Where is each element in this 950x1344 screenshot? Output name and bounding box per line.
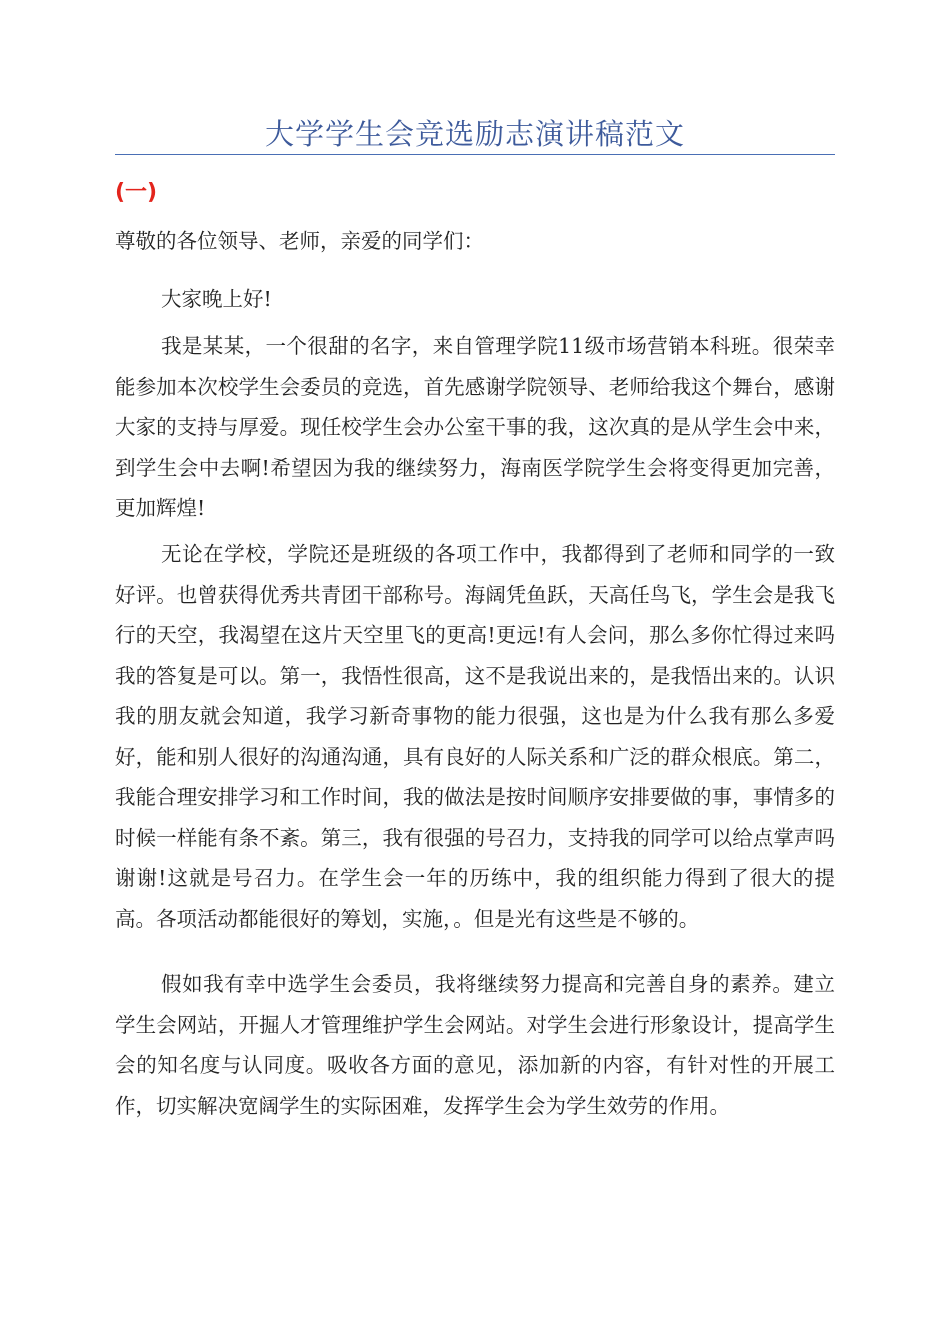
paragraph: 我是某某，一个很甜的名字，来自管理学院11级市场营销本科班。很荣幸能参加本次校学生会委员的竞选，首先感谢学院领导、老师给我这个舞台，感谢大家的支持与厚爱。现任校学生会办公室干事的我，这次真的是从学生会中来，到学生会中去啊!希望因为我的继续努力，海南医学院学生会将变得更加完善，更加辉煌!	[115, 334, 835, 520]
paragraph: 假如我有幸中选学生会委员，我将继续努力提高和完善自身的素养。建立学生会网站，开掘人才管理维护学生会网站。对学生会进行形象设计，提高学生会的知名度与认同度。吸收各方面的意见，添加新的内容，有针对性的开展工作，切实解决宽阔学生的实际困难，发挥学生会为学生效劳的作用。	[115, 972, 835, 1118]
document-title: 大学学生会竞选励志演讲稿范文	[264, 117, 685, 151]
paragraph: 无论在学校，学院还是班级的各项工作中，我都得到了老师和同学的一致好评。也曾获得优秀共青团干部称号。海阔凭鱼跃，天高任鸟飞，学生会是我飞行的天空，我渴望在这片天空里飞的更高!更远!有人会问，那么多你忙得过来吗我的答复是可以。第一，我悟性很高，这不是我说出来的，是我悟出来的。认识我的朋友就会知道，我学习新奇事物的能力很强，这也是为什么我有那么多爱好，能和别人很好的沟通沟通，具有良好的人际关系和广泛的群众根底。第二，我能合理安排学习和工作时间，我的做法是按时间顺序安排要做的事，事情多的时候一样能有条不紊。第三，我有很强的号召力，支持我的同学可以给点掌声吗谢谢!这就是号召力。在学生会一年的历练中，我的组织能力得到了很大的提高。各项活动都能很好的筹划，实施，。但是光有这些是不够的。	[115, 542, 835, 931]
section-label: (一)	[115, 180, 158, 205]
greeting: 大家晚上好!	[161, 287, 272, 311]
title-underline	[115, 154, 835, 155]
salutation: 尊敬的各位领导、老师，亲爱的同学们：	[115, 229, 484, 253]
